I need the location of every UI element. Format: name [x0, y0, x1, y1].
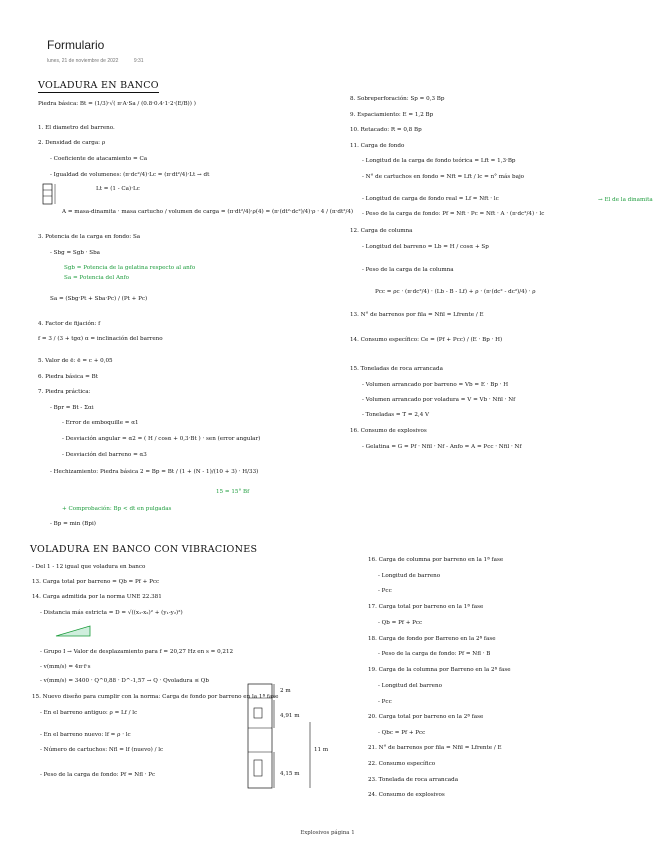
note-line: - Coeficiente de atacamiento = Ca — [50, 156, 148, 162]
note-line: 3. Potencia de la carga en fondo: Sa — [38, 234, 141, 240]
page-time: 9:31 — [133, 58, 144, 64]
note-line: - Número de cartuchos: Nfl = lf (nuevo) / lc — [40, 747, 164, 753]
note-line: Lt = (1 - Ca)·Lc — [96, 186, 140, 192]
figure-label: 4,91 m — [280, 713, 300, 719]
note-line: - Desviación del barreno = α3 — [62, 452, 147, 458]
note-line: - v(mm/s) = 4π·f·s — [40, 664, 91, 670]
note-line: 13. N° de barrenos por fila = Nfil = Lfrente / E — [350, 312, 484, 318]
figure-label: 4,15 m — [280, 771, 300, 777]
note-line: 9. Espaciamiento: E = 1,2 Bp — [350, 112, 434, 118]
note-line-green: Sa = Potencia del Anfo — [64, 275, 130, 281]
note-line: - Longitud del barreno — [378, 683, 442, 689]
section-heading-voladura-banco: VOLADURA EN BANCO — [38, 80, 159, 91]
figure-label: 11 m — [314, 747, 329, 753]
note-line: - Sbg = Sgb · Sba — [50, 250, 100, 256]
note-line: 11. Carga de fondo — [350, 143, 405, 149]
note-line-green: → El de la dinamita — [598, 197, 653, 203]
note-line: 8. Sobreperforación: Sp = 0,3 Bp — [350, 96, 445, 102]
note-line: A = masa-dinamita · masa cartucho / volumen de carga = (π·dt²/4)·ρ(4) = (π·(dt²·dc²)/4)·ρ · 4 / (π·dt²/4) — [62, 209, 354, 215]
note-line: - Desviación angular = α2 = ( H / cosα + 0,3·Bt ) · sen (error angular) — [62, 436, 261, 442]
note-line: - Bp = min (Bpi) — [50, 521, 96, 527]
note-line: 1. El diametro del barreno. — [38, 125, 115, 131]
note-line: - Gelatina = G = Pf · Nfil · Nf - Anfo = A = Pcc · Nfil · Nf — [362, 444, 522, 450]
note-line: - v(mm/s) = 3400 · Q^0,88 · D^-1,57 → Q · Qvoladura ≤ Qb — [40, 678, 209, 684]
note-line: 7. Piedra práctica: — [38, 389, 91, 395]
page-meta — [47, 58, 144, 64]
cartridge-sketch-figure — [40, 182, 58, 208]
note-line: - Distancia más estricta = D = √((x₁-x₂)² + (y₁-y₂)²) — [40, 610, 183, 616]
note-line: 6. Piedra básica = Bt — [38, 374, 98, 380]
note-line: 23. Tonelada de roca arrancada — [368, 777, 459, 783]
note-line: - Grupo I → Valor de desplazamiento para f = 20,27 Hz en s = 0,212 — [40, 649, 234, 655]
note-line: 14. Consumo específico: Ce = (Pf + Pcc) / (E · Bp · H) — [350, 337, 503, 343]
page-footer: Explosivos página 1 — [300, 830, 355, 836]
note-line-green: + Comprobación: Bp < dt en pulgadas — [62, 506, 172, 512]
figure-label: 2 m — [280, 688, 291, 694]
note-line: 12. Carga de columna — [350, 228, 413, 234]
note-line: 20. Carga total por barreno en la 2ª fase — [368, 714, 484, 720]
note-line: - Error de emboquille = α1 — [62, 420, 139, 426]
note-line: - Volumen arrancado por barreno = Vb = E · Bp · H — [362, 382, 509, 388]
note-line: - Toneladas = T = 2,4 V — [362, 412, 430, 418]
note-line: - Peso de la carga de fondo: Pf = Nfl · Pc — [40, 772, 156, 778]
note-line: 19. Carga de la columna por Barreno en la 2ª fase — [368, 667, 511, 673]
note-line: - Igualdad de volumenes: (π·dc²/4)·Lc = (π·dt²/4)·Lt → dt — [50, 172, 210, 178]
note-line: Piedra básica: Bt = (1/3)·√( π·A·Sa / (0.8·0.4·1·2·(E/B)) ) — [38, 101, 196, 107]
note-line: - Longitud de barreno — [378, 573, 441, 579]
note-line: 17. Carga total por barreno en la 1ª fase — [368, 604, 484, 610]
note-line: 5. Valor de ē: ē = c + 0,05 — [38, 358, 113, 364]
note-line: 16. Carga de columna por barreno en la 1ª fase — [368, 557, 504, 563]
note-line: - Bpr = Bt - Σαi — [50, 405, 94, 411]
note-line: - Qbc = Pf + Pcc — [378, 730, 426, 736]
note-line: 24. Consumo de explosivos — [368, 792, 445, 798]
note-line: f = 3 / (3 + tgα) α = inclinación del barreno — [38, 336, 163, 342]
section-heading-voladura-vibraciones: VOLADURA EN BANCO CON VIBRACIONES — [30, 544, 258, 555]
note-line: 15. Nuevo diseño para cumplir con la norma: Carga de fondo por barreno en la 1ª fase — [32, 694, 279, 700]
note-line: - Hechizamiento: Piedra básica 2 = Bp = Bt / (1 + (N - 1)/(10 + 3) · H/33) — [50, 469, 259, 475]
note-line: - Pcc — [378, 588, 392, 594]
slope-wedge-figure — [54, 624, 94, 638]
note-line: 4. Factor de fijación: f — [38, 321, 101, 327]
page-date: lunes, 21 de noviembre de 2022 — [47, 58, 119, 64]
note-line: 13. Carga total por barreno = Qb = Pf + Pcc — [32, 579, 160, 585]
note-line: - En el barreno antiguo: ρ = Lf / lc — [40, 710, 138, 716]
note-line-green: 15 = 15° Bf — [216, 489, 250, 495]
note-line: Sa = (Sbg·Pt + Sba·Pc) / (Pt + Pc) — [50, 296, 148, 302]
note-line: 15. Toneladas de roca arrancada — [350, 366, 443, 372]
note-line: 21. N° de barrenos por fila = Nfil = Lfrente / E — [368, 745, 502, 751]
note-line: - En el barreno nuevo: lf = ρ · lc — [40, 732, 131, 738]
note-line: 2. Densidad de carga: ρ — [38, 140, 106, 146]
note-line: Pcc = ρc · (π·dc²/4) · (Lb - B - Lf) + ρ · (π·(dc² - dc²)/4) · ρ — [375, 289, 536, 295]
note-line: 16. Consumo de explosivos — [350, 428, 427, 434]
note-line: - Peso de la carga de fondo: Pf = Nfl · B — [378, 651, 491, 657]
note-line: 14. Carga admitida por la norma UNE 22.381 — [32, 594, 162, 600]
note-line: - Longitud de la carga de fondo teórica = Lft = 1,3·Bp — [362, 158, 516, 164]
note-line: - Peso de la carga de fondo: Pf = Nft · Pc = Nft · A · (π·dc²/4) · lc — [362, 211, 545, 217]
note-line: 22. Consumo específico — [368, 761, 436, 767]
note-line: - Del 1 - 12 igual que voladura en banco — [32, 564, 146, 570]
page-title: Formulario — [47, 38, 105, 52]
note-line: - Volumen arrancado por voladura = V = Vb · Nfil · Nf — [362, 397, 516, 403]
note-line: 18. Carga de fondo por Barreno en la 2ª fase — [368, 636, 496, 642]
note-line: - Pcc — [378, 699, 392, 705]
note-line: - Longitud del barreno = Lb = H / cosα + Sp — [362, 244, 489, 250]
note-line: - Qb = Pf + Pcc — [378, 620, 423, 626]
note-line-green: Sgb = Potencia de la gelatina respecto al anfo — [64, 265, 196, 271]
note-line: 10. Retacado: R = 0,8 Bp — [350, 127, 422, 133]
note-line: - Longitud de carga de fondo real = Lf = Nft · lc — [362, 196, 499, 202]
note-line: - N° de cartuchos en fondo = Nft = Lft / lc = n° más bajo — [362, 174, 525, 180]
note-line: - Peso de la carga de la columna — [362, 267, 454, 273]
